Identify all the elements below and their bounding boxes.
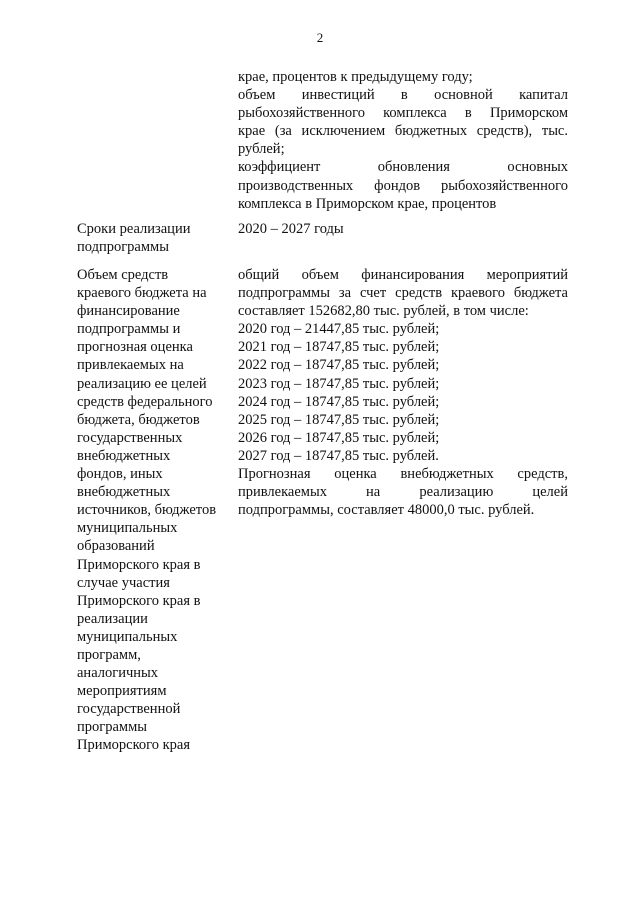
funding-label-line: случае участия bbox=[77, 574, 170, 591]
timeline-label-line: подпрограммы bbox=[77, 239, 169, 256]
funding-label-line: муниципальных bbox=[77, 628, 178, 645]
funding-label-line: программы bbox=[77, 719, 147, 736]
indicator-line: крае, процентов к предыдущему году; bbox=[238, 69, 473, 85]
funding-year-line: 2026 год – 18747,85 тыс. рублей; bbox=[238, 429, 440, 446]
funding-value-line: составляет 152682,80 тыс. рублей, в том числе: bbox=[238, 303, 529, 320]
funding-label-line: подпрограммы и bbox=[77, 321, 181, 338]
funding-label-line: Приморского края в bbox=[77, 556, 201, 573]
funding-value bbox=[238, 266, 568, 519]
funding-label-line: привлекаемых на bbox=[77, 357, 184, 374]
funding-year-line: 2024 год – 18747,85 тыс. рублей; bbox=[238, 393, 440, 410]
funding-label-line: фондов, иных bbox=[77, 466, 163, 483]
funding-label-line: внебюджетных bbox=[77, 484, 171, 501]
timeline-value-line: 2020 – 2027 годы bbox=[238, 221, 344, 237]
funding-year-line: 2021 год – 18747,85 тыс. рублей; bbox=[238, 339, 440, 356]
funding-label-line: внебюджетных bbox=[77, 447, 171, 464]
funding-label-line: образований bbox=[77, 538, 155, 555]
funding-label-line: Объем средств bbox=[77, 267, 169, 283]
funding-label-line: средств федерального bbox=[77, 393, 213, 410]
funding-label-line: реализации bbox=[77, 610, 148, 627]
funding-label-line: бюджета, бюджетов bbox=[77, 411, 200, 428]
indicator-line: объем инвестиций в основной капитал bbox=[238, 87, 568, 104]
funding-label-line: государственных bbox=[77, 429, 183, 446]
funding-label-line: финансирование bbox=[77, 303, 180, 320]
funding-label-line: государственной bbox=[77, 701, 181, 718]
indicators-continuation bbox=[238, 68, 568, 213]
funding-year-line: 2023 год – 18747,85 тыс. рублей; bbox=[238, 375, 440, 392]
funding-label-line: Приморского края в bbox=[77, 592, 201, 609]
funding-value-line: подпрограммы, составляет 48000,0 тыс. рублей. bbox=[238, 502, 535, 519]
funding-label-line: источников, бюджетов bbox=[77, 502, 217, 519]
funding-year-line: 2020 год – 21447,85 тыс. рублей; bbox=[238, 321, 440, 338]
funding-value-line: Прогнозная оценка внебюджетных средств, bbox=[238, 466, 568, 483]
funding-label-line: краевого бюджета на bbox=[77, 285, 207, 302]
timeline-label-line: Сроки реализации bbox=[77, 221, 191, 237]
page-number: 2 bbox=[316, 30, 324, 45]
funding-year-line: 2022 год – 18747,85 тыс. рублей; bbox=[238, 357, 440, 374]
indicator-line: коэффициент обновления основных bbox=[238, 159, 568, 176]
funding-year-line: 2027 год – 18747,85 тыс. рублей. bbox=[238, 447, 439, 464]
funding-label bbox=[77, 266, 237, 755]
indicator-line: рыбохозяйственного комплекса в Приморском bbox=[238, 105, 568, 122]
timeline-value bbox=[238, 220, 568, 238]
funding-label-line: мероприятиям bbox=[77, 683, 167, 700]
funding-label-line: программ, bbox=[77, 646, 141, 663]
indicator-line: производственных фондов рыбохозяйственного bbox=[238, 177, 568, 194]
indicator-line: крае (за исключением бюджетных средств), тыс. bbox=[238, 123, 568, 140]
funding-label-line: реализацию ее целей bbox=[77, 375, 207, 392]
funding-label-line: прогнозная оценка bbox=[77, 339, 193, 356]
funding-label-line: Приморского края bbox=[77, 737, 191, 754]
funding-year-line: 2025 год – 18747,85 тыс. рублей; bbox=[238, 411, 440, 428]
funding-label-line: аналогичных bbox=[77, 665, 158, 682]
funding-value-line: общий объем финансирования мероприятий bbox=[238, 267, 568, 283]
indicator-line: комплекса в Приморском крае, процентов bbox=[238, 195, 497, 212]
funding-label-line: муниципальных bbox=[77, 520, 178, 537]
funding-value-line: привлекаемых на реализацию целей bbox=[238, 484, 568, 501]
timeline-label bbox=[77, 220, 237, 256]
indicator-line: рублей; bbox=[238, 141, 285, 158]
funding-value-line: подпрограммы за счет средств краевого бюджета bbox=[238, 285, 568, 302]
